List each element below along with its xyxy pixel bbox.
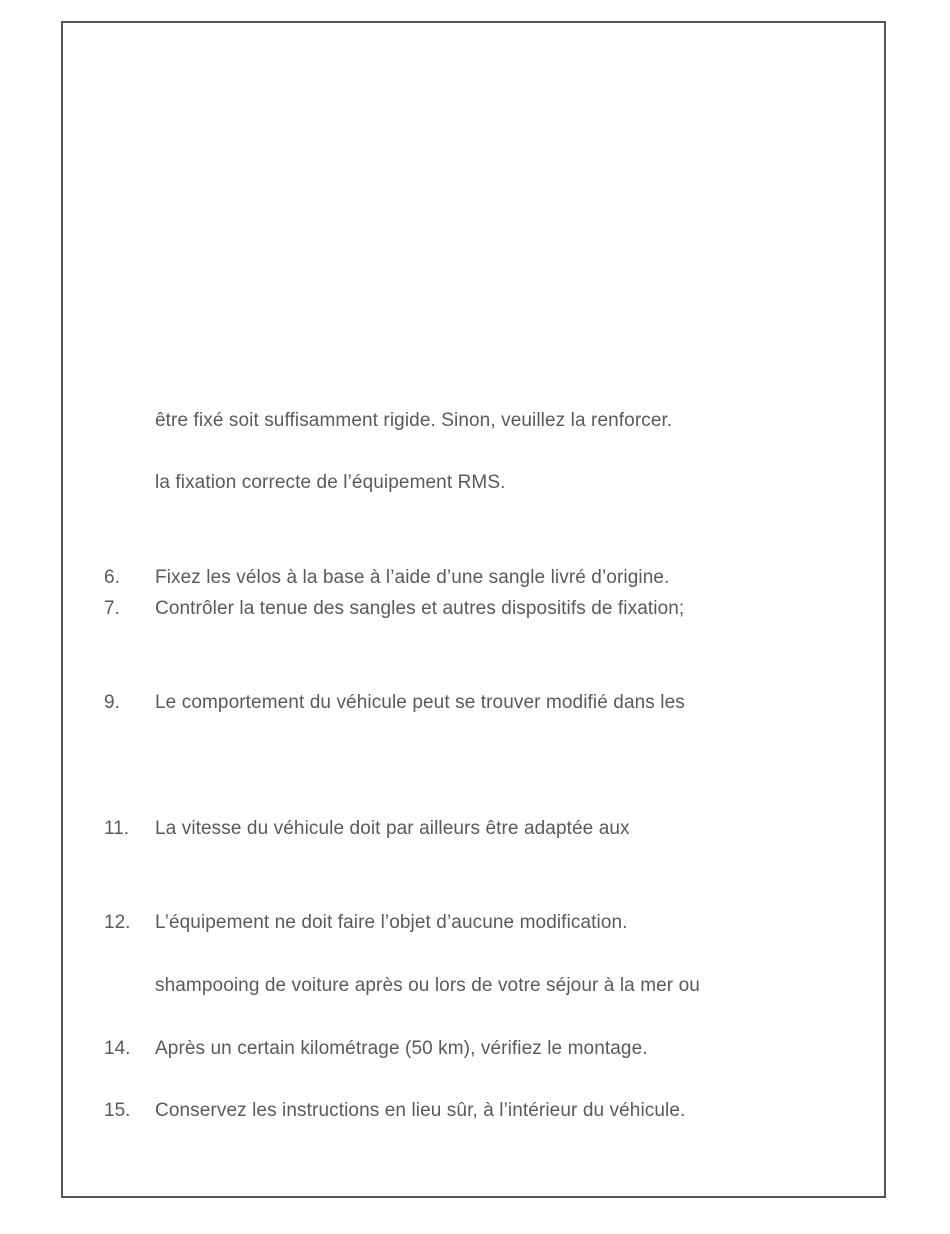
item-text-7: Contrôler la tenue des sangles et autres dispositifs de fixation; [155, 598, 685, 619]
item-text-12: L’équipement ne doit faire l’objet d’aucune modification. [155, 912, 628, 933]
item-text-14: Après un certain kilométrage (50 km), vérifiez le montage. [155, 1038, 648, 1059]
item-number-12: 12. [104, 912, 131, 933]
item-number-7: 7. [104, 598, 120, 619]
item-text-6: Fixez les vélos à la base à l’aide d’une sangle livré d’origine. [155, 567, 670, 588]
item-number-9: 9. [104, 692, 120, 713]
text-line-13-continuation: shampooing de voiture après ou lors de votre séjour à la mer ou [155, 975, 700, 996]
item-number-6: 6. [104, 567, 120, 588]
item-number-11: 11. [104, 818, 130, 839]
item-text-15: Conservez les instructions en lieu sûr, à l’intérieur du véhicule. [155, 1100, 686, 1121]
item-text-9: Le comportement du véhicule peut se trouver modifié dans les [155, 692, 685, 713]
text-line-2: la fixation correcte de l’équipement RMS. [155, 472, 506, 493]
item-number-14: 14. [104, 1038, 131, 1059]
text-line-1: être fixé soit suffisamment rigide. Sinon, veuillez la renforcer. [155, 410, 673, 431]
item-number-15: 15. [104, 1100, 131, 1121]
item-text-11: La vitesse du véhicule doit par ailleurs être adaptée aux [155, 818, 630, 839]
